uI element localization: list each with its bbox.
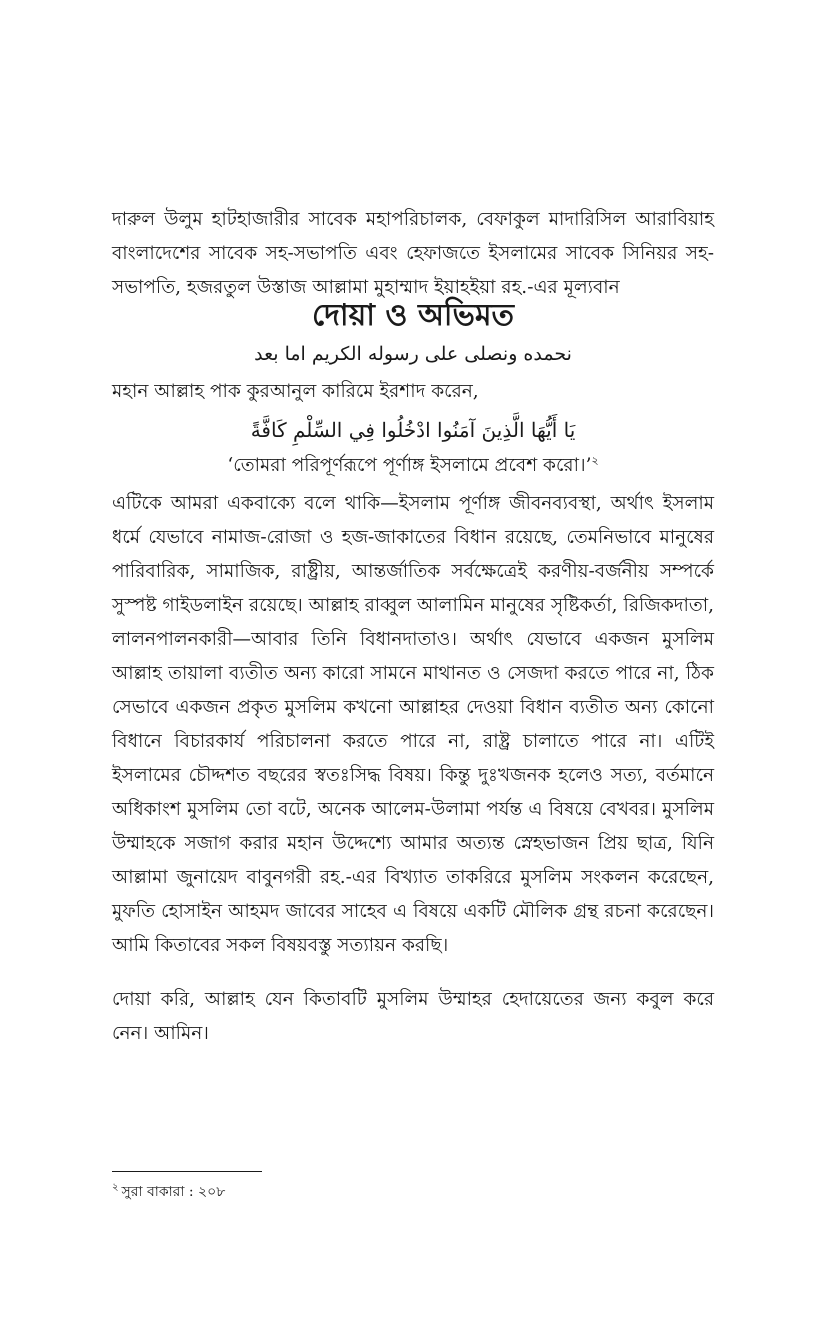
footnote-reference[interactable]: ২	[591, 453, 599, 467]
footnote-mark: ২	[112, 1182, 119, 1194]
quran-ayah: يَا أَيُّهَا الَّذِينَ آمَنُوا ادْخُلُوا فِي السِّلْمِ كَافَّةً	[250, 418, 576, 442]
ayah-translation-text: ‘তোমরা পরিপূর্ণরূপে পূর্ণাঙ্গ ইসলামে প্রবেশ করো।’	[227, 455, 592, 476]
page-title: দোয়া ও অভিমত	[311, 298, 515, 333]
footnote-text: সুরা বাকারা : ২০৮	[121, 1184, 226, 1200]
ayah-translation	[112, 449, 714, 483]
footnote-divider	[112, 1171, 262, 1172]
intro-paragraph: দারুল উলুম হাটহাজারীর সাবেক মহাপরিচালক, বেফাকুল মাদারিসিল আরাবিয়াহ বাংলাদেশের সাবেক সহ-সভাপতি এবং হেফাজতে ইসলামের সাবেক সিনিয়র সহ-সভাপতি, হজরতুল উস্তাজ আল্লামা মুহাম্মাদ ইয়াহইয়া রহ.-এর মূল্যবান	[112, 209, 714, 298]
dua-paragraph: দোয়া করি, আল্লাহ যেন কিতাবটি মুসলিম উম্মাহর হেদায়েতের জন্য কবুল করে নেন। আমিন।	[112, 989, 714, 1044]
arabic-hamd-line: نحمده ونصلى على رسوله الكريم اما بعد	[254, 343, 572, 365]
ayah-lead-line: মহান আল্লাহ পাক কুরআনুল কারিমে ইরশাদ করেন,	[112, 381, 479, 402]
footnote	[112, 1180, 225, 1204]
body-paragraph: এটিকে আমরা একবাক্যে বলে থাকি—ইসলাম পূর্ণাঙ্গ জীবনব্যবস্থা, অর্থাৎ ইসলাম ধর্মে যেভাবে নামাজ-রোজা ও হজ-জাকাতের বিধান রয়েছে, তেমনিভাবে মানুষের পারিবারিক, সামাজিক, রাষ্ট্রীয়, আন্তর্জাতিক সর্বক্ষেত্রেই করণীয়-বর্জনীয় সম্পর্কে সুস্পষ্ট গাইডলাইন রয়েছে। আল্লাহ রাব্বুল আলামিন মানুষের সৃষ্টিকর্তা, রিজিকদাতা, লালনপালনকারী—আবার তিনি বিধানদাতাও। অর্থাৎ যেভাবে একজন মুসলিম আল্লাহ তায়ালা ব্যতীত অন্য কারো সামনে মাথানত ও সেজদা করতে পারে না, ঠিক সেভাবে একজন প্রকৃত মুসলিম কখনো আল্লাহর দেওয়া বিধান ব্যতীত অন্য কোনো বিধানে বিচারকার্য পরিচালনা করতে পারে না, রাষ্ট্র চালাতে পারে না। এটিই ইসলামের চৌদ্দশত বছরের স্বতঃসিদ্ধ বিষয়। কিন্তু দুঃখজনক হলেও সত্য, বর্তমানে অধিকাংশ মুসলিম তো বটে, অনেক আলেম-উলামা পর্যন্ত এ বিষয়ে বেখবর। মুসলিম উম্মাহকে সজাগ করার মহান উদ্দেশ্যে আমার অত্যন্ত স্নেহভাজন প্রিয় ছাত্র, যিনি আল্লামা জুনায়েদ বাবুনগরী রহ.-এর বিখ্যাত তাকরিরে মুসলিম সংকলন করেছেন, মুফতি হোসাইন আহমদ জাবের সাহেব এ বিষয়ে একটি মৌলিক গ্রন্থ রচনা করেছেন। আমি কিতাবের সকল বিষয়বস্তু সত্যায়ন করছি।	[112, 493, 714, 956]
